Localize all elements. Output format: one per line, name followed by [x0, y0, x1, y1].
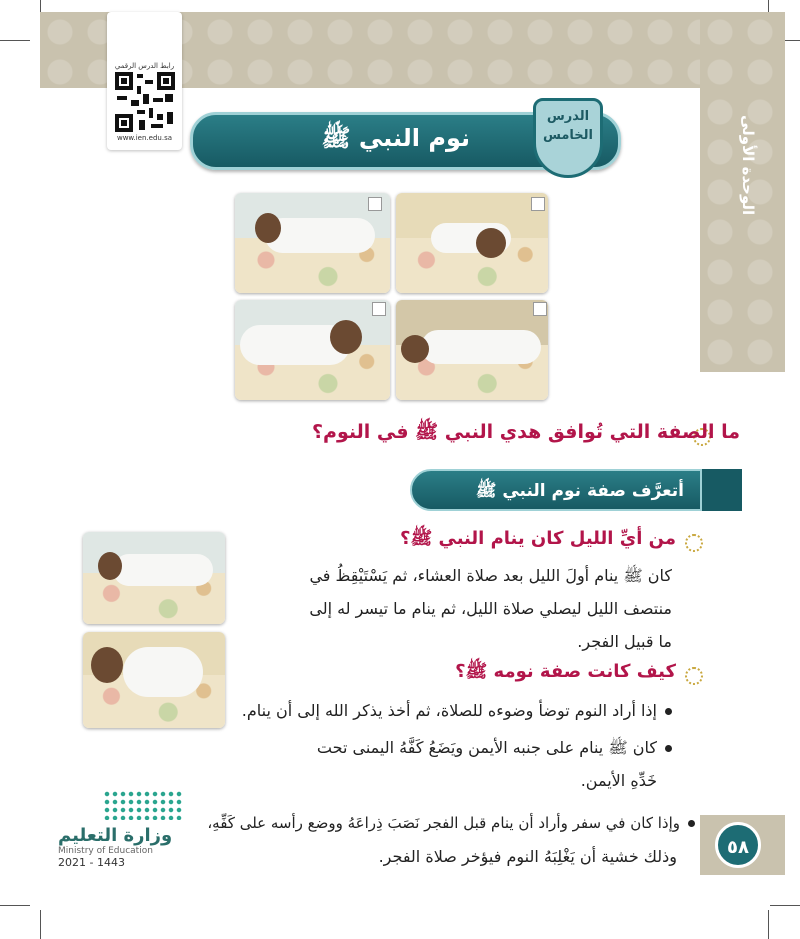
q2-bullet-3-text: وإذا كان في سفر وأراد أن ينام قبل الفجر نَصَبَ ذِراعَهُ ووضع رأسه على كَفِّهِ، — [207, 814, 680, 832]
edition-year: 2021 - 1443 — [58, 856, 125, 869]
flower-bullet-icon — [685, 534, 703, 552]
ministry-dots-icon — [103, 790, 183, 820]
crop-mark — [40, 910, 41, 939]
photo-sleeping-3 — [235, 300, 390, 400]
checkbox-photo-2[interactable] — [531, 197, 545, 211]
qr-card[interactable] — [107, 12, 182, 150]
checkbox-photo-3[interactable] — [372, 302, 386, 316]
photo-sleeping-1 — [235, 193, 390, 293]
lesson-tag-line2: الخامس — [542, 128, 593, 143]
ministry-name-en: Ministry of Education — [58, 846, 153, 856]
ministry-name-ar: وزارة التعليم — [58, 825, 173, 846]
photo-sleeping-4 — [396, 300, 548, 400]
lesson-title: نوم النبي ﷺ — [321, 124, 470, 152]
q2-bullet-2-text: كان ﷺ ينام على جنبه الأيمن ويَضَعُ كَفَّهُ اليمنى تحت — [316, 738, 657, 757]
section-title: أتعرَّف صفة نوم النبي ﷺ — [475, 481, 684, 501]
ministry-logo — [58, 825, 178, 869]
crop-mark — [770, 905, 800, 906]
crop-mark — [0, 905, 30, 906]
q2-bullet-1 — [152, 694, 672, 727]
qr-title: رابط الدرس الرقمي — [114, 62, 175, 70]
flower-bullet-icon — [685, 667, 703, 685]
crop-mark — [0, 40, 30, 41]
main-question: ما الصفة التي تُوافق هدي النبي ﷺ في النوم؟ — [312, 421, 740, 443]
section-bar-stub — [702, 469, 742, 511]
q1-line2: منتصف الليل ليصلي صلاة الليل، ثم ينام ما تيسر له إلى — [309, 599, 672, 618]
bullet-dot — [665, 708, 672, 715]
crop-mark — [768, 910, 769, 939]
checkbox-photo-1[interactable] — [368, 197, 382, 211]
q1-heading: من أيِّ الليل كان ينام النبي ﷺ؟ — [400, 528, 676, 549]
checkbox-photo-4[interactable] — [533, 302, 547, 316]
unit-label: الوحدة الأولى — [739, 114, 757, 216]
bullet-dot — [665, 745, 672, 752]
photo-sleeping-2 — [396, 193, 548, 293]
q2-bullet-1-text: إذا أراد النوم توضأ وضوءه للصلاة، ثم أخذ يذكر الله إلى أن ينام. — [241, 701, 657, 720]
bullet-dot — [688, 820, 695, 827]
q2-bullet-3-cont: وذلك خشية أن يَغْلِبَهُ النوم فيؤخر صلاة الفجر. — [378, 847, 677, 866]
page-number: ٥٨ — [715, 822, 761, 868]
photo-side-1 — [83, 532, 225, 624]
section-title-bar — [410, 469, 702, 511]
q1-line3: ما قبيل الفجر. — [577, 632, 672, 651]
lesson-number-tag — [533, 98, 603, 178]
lesson-tag-line1: الدرس — [546, 109, 590, 124]
q2-bullet-3 — [95, 807, 695, 840]
qr-url[interactable]: www.ien.edu.sa — [116, 134, 173, 142]
q1-line1: كان ﷺ ينام أولَ الليل بعد صلاة العشاء، ثم يَسْتَيْقِظُ في — [309, 566, 672, 585]
qr-code-icon[interactable] — [115, 72, 175, 132]
q2-heading: كيف كانت صفة نومه ﷺ؟ — [455, 661, 676, 682]
q2-bullet-2-cont: خَدِّهِ الأيمن. — [580, 771, 657, 790]
q2-bullet-2 — [152, 731, 672, 764]
